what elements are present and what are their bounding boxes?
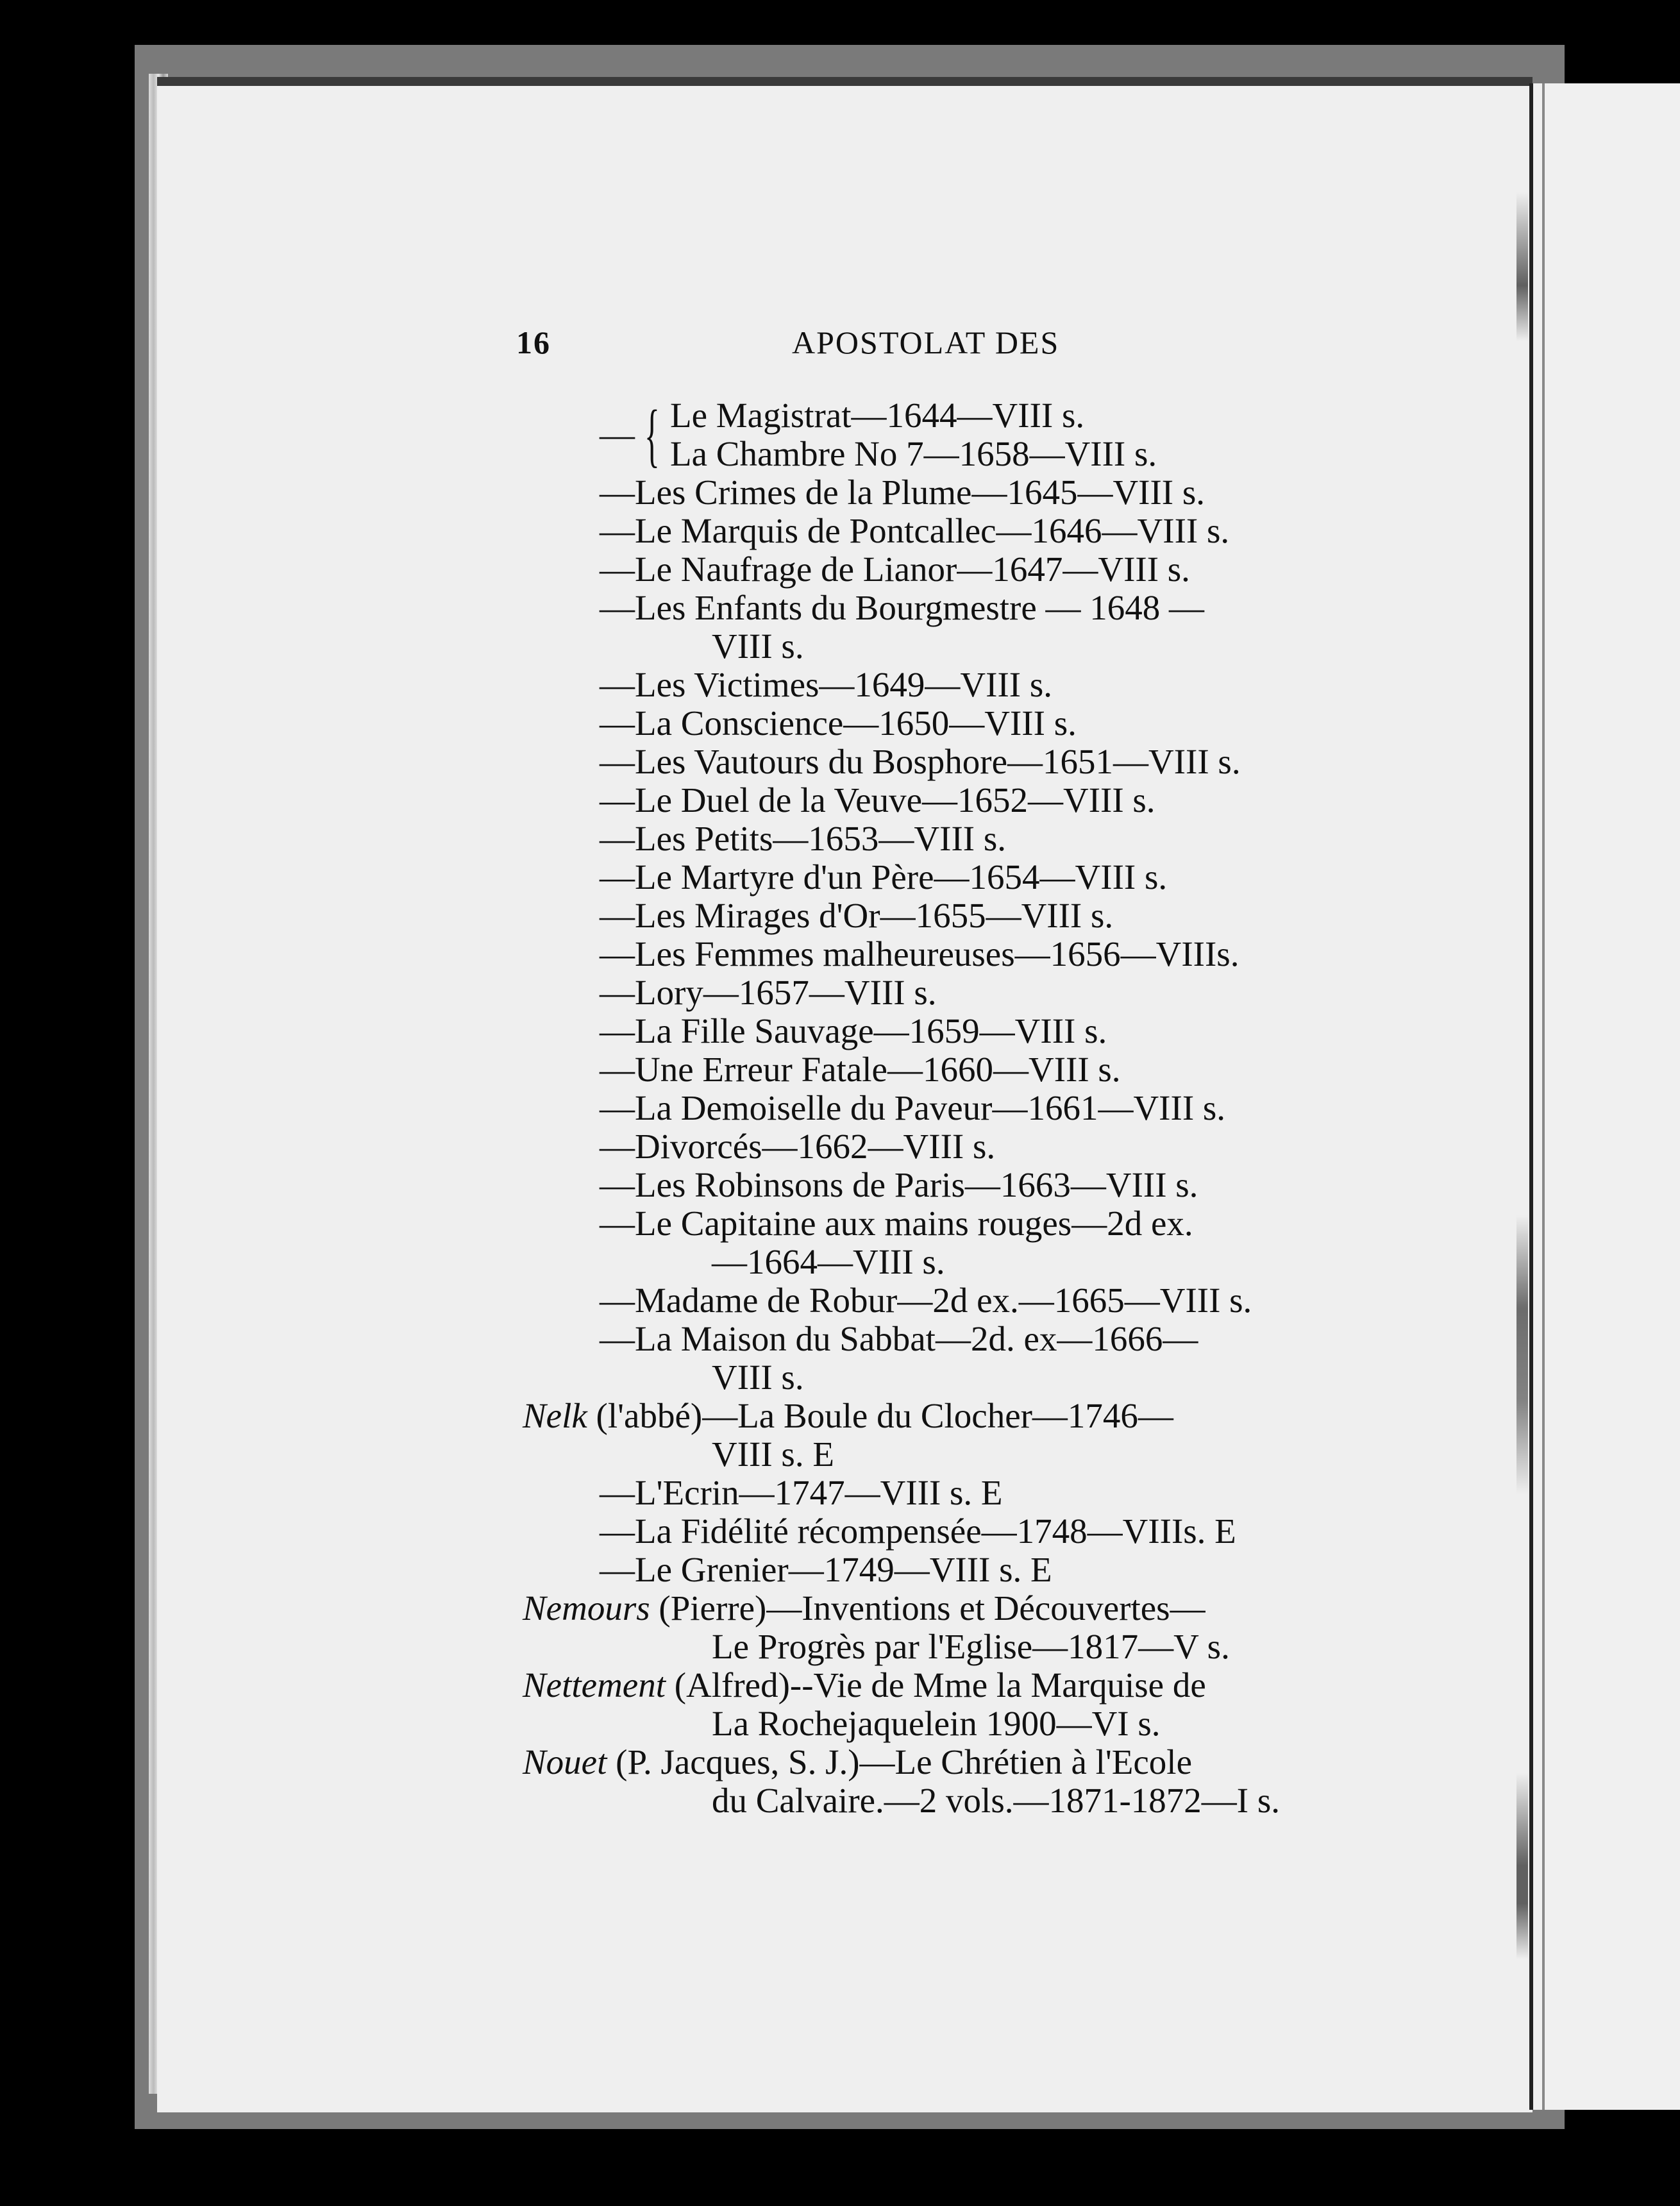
entry-line xyxy=(523,1666,1382,1705)
author-name: Nemours xyxy=(523,1588,650,1628)
entry-line: Le Magistrat—1644—VIII s. xyxy=(670,396,1085,435)
entry-line: Le Progrès par l'Eglise—1817—V s. xyxy=(712,1627,1230,1666)
entry-line: —Le Grenier—1749—VIII s. E xyxy=(600,1550,1052,1589)
bracket-group xyxy=(523,396,1382,473)
entry-line: —La Conscience—1650—VIII s. xyxy=(600,703,1077,743)
entry-text: (Alfred)--Vie de Mme la Marquise de xyxy=(665,1665,1206,1705)
entry-line: —1664—VIII s. xyxy=(712,1242,945,1281)
entry-line: —Les Petits—1653—VIII s. xyxy=(600,819,1006,858)
entry-line xyxy=(523,1743,1382,1781)
entry-line: VIII s. E xyxy=(712,1435,834,1474)
entry-line: —Les Mirages d'Or—1655—VIII s. xyxy=(600,896,1114,935)
entry-line: —L'Ecrin—1747—VIII s. E xyxy=(600,1473,1003,1512)
entry-text: (P. Jacques, S. J.)—Le Chrétien à l'Ecole xyxy=(607,1742,1192,1781)
entry-line: —Les Crimes de la Plume—1645—VIII s. xyxy=(600,473,1205,512)
catalog-entries xyxy=(523,396,1382,1820)
entry-line: —Le Naufrage de Lianor—1647—VIII s. xyxy=(600,550,1190,589)
entry-line: —La Demoiselle du Paveur—1661—VIII s. xyxy=(600,1088,1226,1127)
author-name: Nelk xyxy=(523,1396,587,1435)
entry-line: La Chambre No 7—1658—VIII s. xyxy=(670,434,1157,473)
binding-damage xyxy=(1516,192,1528,2052)
entry-line: —Le Marquis de Pontcallec—1646—VIII s. xyxy=(600,511,1230,550)
author-name: Nettement xyxy=(523,1665,666,1705)
entry-line: du Calvaire.—2 vols.—1871-1872—I s. xyxy=(712,1781,1281,1820)
entry-line: —Lory—1657—VIII s. xyxy=(600,973,937,1012)
entry-line: —La Fidélité récompensée—1748—VIIIs. E xyxy=(600,1511,1236,1551)
entry-line: —Les Enfants du Bourgmestre — 1648 — xyxy=(600,588,1205,627)
running-head: APOSTOLAT DES xyxy=(792,324,1060,360)
entry-line: —Divorcés—1662—VIII s. xyxy=(600,1127,996,1166)
bracket-dash: — xyxy=(600,415,635,454)
entry-text: (l'abbé)—La Boule du Clocher—1746— xyxy=(587,1396,1173,1435)
entry-line: VIII s. xyxy=(712,1358,804,1397)
entry-text: (Pierre)—Inventions et Découvertes— xyxy=(650,1588,1205,1628)
facing-page xyxy=(1529,83,1680,2110)
author-name: Nouet xyxy=(523,1742,607,1781)
entry-line: —Les Victimes—1649—VIII s. xyxy=(600,665,1053,704)
entry-line xyxy=(523,1589,1382,1628)
entry-line: —Madame de Robur—2d ex.—1665—VIII s. xyxy=(600,1281,1252,1320)
page-number: 16 xyxy=(516,324,551,360)
entry-line: —Le Martyre d'un Père—1654—VIII s. xyxy=(600,857,1168,897)
entry-line: —La Fille Sauvage—1659—VIII s. xyxy=(600,1011,1107,1050)
entry-line: VIII s. xyxy=(712,627,804,666)
entry-line xyxy=(523,1397,1382,1435)
entry-line: —La Maison du Sabbat—2d. ex—1666— xyxy=(600,1319,1198,1358)
entry-line: La Rochejaquelein 1900—VI s. xyxy=(712,1704,1161,1743)
entry-line: —Les Robinsons de Paris—1663—VIII s. xyxy=(600,1165,1198,1204)
entry-line: —Les Vautours du Bosphore—1651—VIII s. xyxy=(600,742,1241,781)
entry-line: —Les Femmes malheureuses—1656—VIIIs. xyxy=(600,934,1239,973)
entry-line: —Le Capitaine aux mains rouges—2d ex. xyxy=(600,1204,1193,1243)
entry-line: —Une Erreur Fatale—1660—VIII s. xyxy=(600,1050,1121,1089)
brace-mark: { xyxy=(644,396,660,474)
entry-line: —Le Duel de la Veuve—1652—VIII s. xyxy=(600,780,1155,820)
